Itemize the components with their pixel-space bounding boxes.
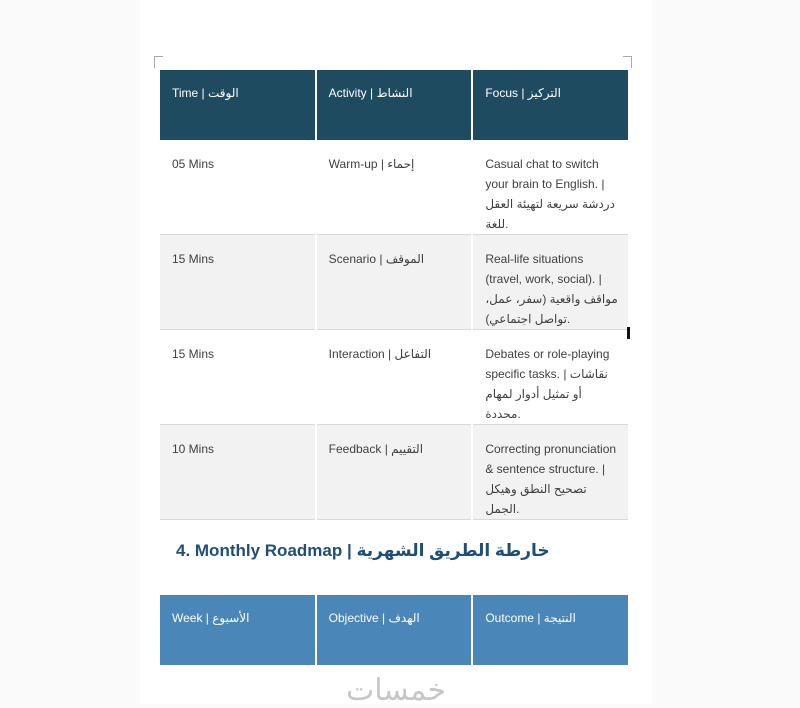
roadmap-header-week: Week | الأسبوع <box>160 595 315 665</box>
roadmap-header-row <box>160 595 628 665</box>
focus-cell: Real-life situations (travel, work, social). | مواقف واقعية (سفر، عمل، تواصل اجتماعي). <box>473 235 628 330</box>
khamsat-watermark: خمسات <box>345 673 447 708</box>
roadmap-header-outcome: Outcome | النتيجة <box>473 595 628 665</box>
section-heading: 4. Monthly Roadmap | خارطة الطريق الشهرية <box>176 541 550 560</box>
schedule-row <box>160 235 628 330</box>
activity-cell: Interaction | التفاعل <box>317 330 472 425</box>
schedule-row <box>160 425 628 520</box>
roadmap-table <box>158 595 630 665</box>
document-page <box>140 0 652 708</box>
text-boundary-mark-left <box>154 56 163 68</box>
time-cell: 15 Mins <box>160 235 315 330</box>
focus-cell: Correcting pronunciation & sentence structure. | تصحيح النطق وهيكل الجمل. <box>473 425 628 520</box>
activity-cell: Scenario | الموقف <box>317 235 472 330</box>
focus-cell: Debates or role-playing specific tasks. | نقاشات أو تمثيل أدوار لمهام محددة. <box>473 330 628 425</box>
schedule-header-focus: Focus | التركيز <box>473 70 628 140</box>
schedule-header-activity: Activity | النشاط <box>317 70 472 140</box>
text-boundary-mark-right <box>623 56 632 68</box>
schedule-table <box>158 70 630 520</box>
schedule-row <box>160 330 628 425</box>
roadmap-header-objective: Objective | الهدف <box>317 595 472 665</box>
schedule-header-row <box>160 70 628 140</box>
time-cell: 10 Mins <box>160 425 315 520</box>
time-cell: 15 Mins <box>160 330 315 425</box>
focus-cell: Casual chat to switch your brain to English. | دردشة سريعة لتهيئة العقل للغة. <box>473 140 628 235</box>
time-cell: 05 Mins <box>160 140 315 235</box>
schedule-row <box>160 140 628 235</box>
activity-cell: Warm-up | إحماء <box>317 140 472 235</box>
cursor-artifact <box>627 327 630 339</box>
schedule-header-time: Time | الوقت <box>160 70 315 140</box>
activity-cell: Feedback | التقييم <box>317 425 472 520</box>
